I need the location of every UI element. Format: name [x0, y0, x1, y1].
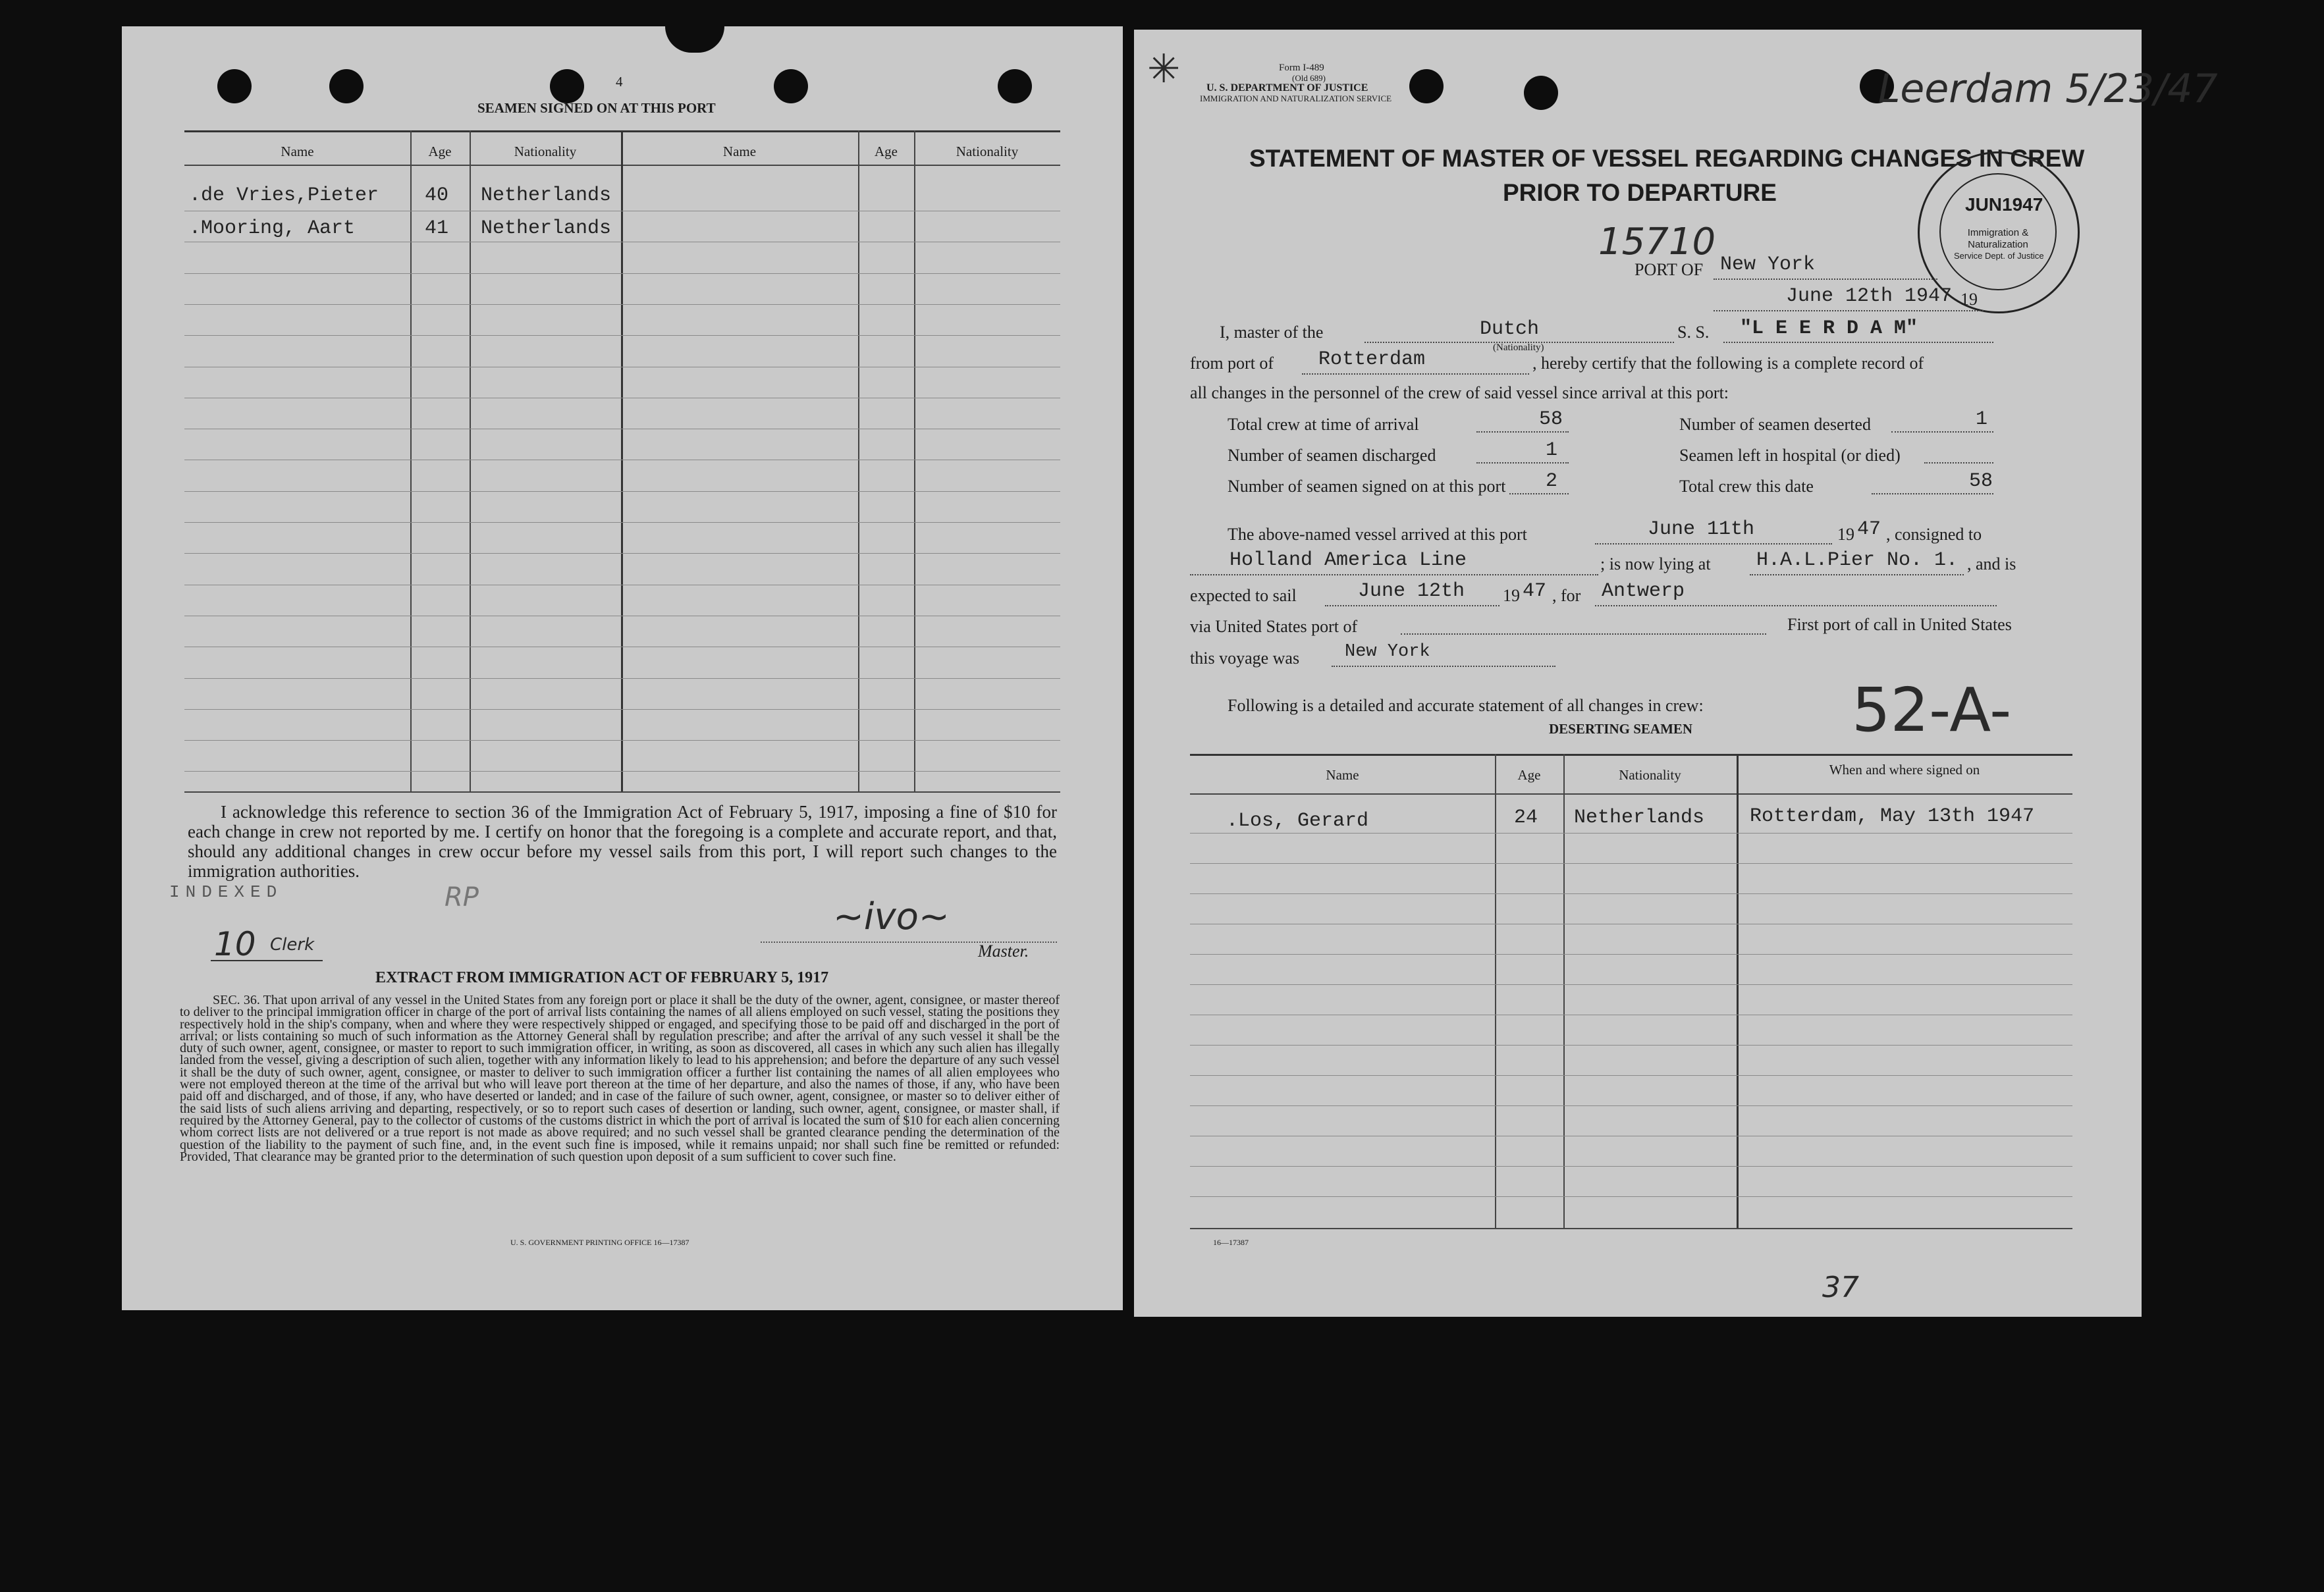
col-header-signed-on: When and where signed on — [1829, 762, 1980, 778]
fill-line — [1714, 310, 1984, 311]
stamp-line: Service Dept. of Justice — [1954, 251, 2044, 261]
table-bottom-rule — [184, 791, 1060, 793]
via-label: via United States port of — [1190, 617, 1358, 636]
handwritten-mark: 10 — [214, 925, 256, 963]
row-rule — [1190, 1075, 2072, 1076]
row-rule — [1190, 893, 2072, 894]
vessel-name: "L E E R D A M" — [1740, 317, 1918, 340]
fill-line — [1723, 342, 1993, 343]
col-header-name: Name — [281, 144, 314, 159]
col-header-nationality: Nationality — [1619, 767, 1681, 783]
nationality-caption: (Nationality) — [1493, 342, 1544, 353]
torn-edge — [665, 26, 724, 53]
date-value: June 12th 1947 — [1786, 285, 1953, 307]
left-page — [122, 26, 1123, 1310]
clerk-label: Clerk — [270, 935, 315, 955]
printer-line: U. S. GOVERNMENT PRINTING OFFICE 16—17387 — [510, 1238, 689, 1247]
sail-year: 47 — [1523, 580, 1547, 602]
pier-value: H.A.L.Pier No. 1. — [1756, 549, 1959, 571]
fill-line — [1476, 431, 1569, 433]
header-rule — [1190, 793, 2072, 795]
row-rule — [184, 678, 1060, 679]
punch-hole — [998, 69, 1032, 103]
stat-value: 58 — [1969, 470, 1993, 492]
fill-line — [1476, 462, 1569, 464]
stamp-line: Naturalization — [1968, 239, 2028, 250]
row-rule — [184, 304, 1060, 305]
table-top-rule — [1190, 754, 2072, 756]
row-rule — [1190, 984, 2072, 985]
extract-text: SEC. 36. That upon arrival of any vessel in the United States from any foreign port or place it shall be the duty of the owner, agent, consignee, or master thereof to deliver to the principal immigration officer in charge of the port of arrival lists containing the names of all aliens employed on such vessel, stating the positions they respectively hold in the ship's company, when and where they were respectively shipped or engaged, and specifying those to be paid off and discharged in the port of arrival; or lists containing so much of such information as the Attorney General shall by regulation prescribe; and after the arrival of any such vessel it shall be the duty of such owner, agent, consignee, or master to report to such immigration officer, in writing, as soon as discovered, all cases in which any such alien has illegally landed from the vessel, giving a description of such alien, together with any information likely to lead to his apprehension; and before the departure of any such vessel it shall be the duty of such owner, agent, consignee, or master to deliver to such immigration officer a further list containing the names of all alien employees who were not employed thereon at the time of the arrival but who will leave port thereon at the time of her departure, and also the names of those, if any, who have been paid off and discharged, and of those, if any, who have deserted or landed; and in case of the failure of such owner, agent, consignee, or master so to deliver either of the said lists of such aliens arriving and departing, respectively, or so to report such cases of desertion or landing, such owner, agent, consignee, or master shall, if required by the Attorney General, pay to the collector of customs of the customs district in which the port of arrival is located the sum of $10 for each alien concerning whom correct lists are not delivered or a true report is not made as above required; and no such vessel shall be granted clearance pending the determination of the question of the liability to the payment of such fine, and, in the event such fine is imposed, while it remains unpaid; nor shall such fine be remitted or refunded: Provided, That clearance may be granted prior to the determination of such question upon deposit of a sum sufficient to cover such fine. — [180, 993, 1060, 1164]
punch-hole — [1409, 69, 1444, 103]
table-bottom-rule — [1190, 1228, 2072, 1229]
form-id: Form I-489 — [1279, 63, 1324, 73]
and-is: , and is — [1967, 554, 2016, 573]
form-title: STATEMENT OF MASTER OF VESSEL REGARDING CHANGES IN CREW — [1249, 145, 2085, 172]
col-header-name: Name — [1326, 767, 1359, 783]
stat-label: Number of seamen signed on at this port — [1228, 477, 1506, 496]
form-old: (Old 689) — [1292, 73, 1326, 83]
fill-line — [1302, 373, 1529, 375]
stat-value: 1 — [1976, 408, 1988, 431]
page-number-hand: 37 — [1822, 1271, 1859, 1304]
clerk-line — [211, 960, 323, 961]
col-header-age: Age — [428, 144, 452, 159]
sail-date: June 12th — [1358, 580, 1465, 602]
arrived-year: 47 — [1857, 518, 1881, 541]
handwritten-code: 52-A- — [1852, 675, 2012, 745]
fill-line — [1924, 462, 1993, 464]
certify-text: , hereby certify that the following is a complete record of — [1532, 354, 1924, 373]
row-rule — [1190, 833, 2072, 834]
date-suffix: 19 — [1960, 290, 1978, 309]
footer-code: 16—17387 — [1213, 1238, 1249, 1247]
handwritten-number: 15710 — [1598, 221, 1716, 263]
deserter-signed-on: Rotterdam, May 13th 1947 — [1750, 805, 2035, 828]
service: IMMIGRATION AND NATURALIZATION SERVICE — [1200, 93, 1392, 103]
stat-value: 2 — [1546, 470, 1558, 492]
col-divider — [858, 130, 859, 791]
col-divider — [1737, 754, 1739, 1228]
row-rule — [184, 522, 1060, 523]
all-changes-text: all changes in the personnel of the crew of said vessel since arrival at this port: — [1190, 383, 1729, 402]
col-header-nationality: Nationality — [514, 144, 577, 159]
fill-line — [1332, 666, 1555, 667]
col-header-age: Age — [1517, 767, 1541, 783]
row-rule — [1190, 1105, 2072, 1106]
page-number: 4 — [616, 74, 623, 90]
following-text: Following is a detailed and accurate statement of all changes in crew: — [1228, 696, 1704, 715]
nationality-value: Dutch — [1480, 318, 1540, 340]
seaman-name: .de Vries,Pieter — [189, 184, 379, 207]
row-rule — [1190, 863, 2072, 864]
punch-hole — [329, 69, 364, 103]
deserter-nationality: Netherlands — [1574, 807, 1705, 829]
first-port-value: New York — [1345, 642, 1430, 662]
year-prefix: 19 — [1837, 525, 1854, 544]
initials: RP — [445, 882, 479, 913]
form-subtitle: PRIOR TO DEPARTURE — [1503, 179, 1777, 206]
year-prefix: 19 — [1503, 586, 1520, 605]
handwritten-corner: Leerdam 5/23/47 — [1878, 66, 2218, 112]
col-header-age: Age — [875, 144, 898, 159]
stat-value: 58 — [1539, 408, 1563, 431]
row-rule — [1190, 1045, 2072, 1046]
asterisk-mark: ✳ — [1147, 46, 1181, 92]
department: U. S. DEPARTMENT OF JUSTICE — [1206, 82, 1368, 93]
stamp-date: JUN1947 — [1965, 194, 2043, 215]
fill-line — [1190, 574, 1598, 575]
row-rule — [184, 491, 1060, 492]
seaman-age: 41 — [425, 217, 449, 240]
punch-hole — [1524, 76, 1558, 110]
consignee: Holland America Line — [1230, 549, 1467, 571]
row-rule — [184, 709, 1060, 710]
seaman-nationality: Netherlands — [481, 217, 612, 240]
first-port-label: First port of call in United States — [1787, 615, 2012, 634]
master-label: Master. — [978, 942, 1029, 961]
destination: Antwerp — [1602, 580, 1685, 602]
right-page — [1134, 30, 2218, 1317]
fill-line — [1714, 279, 1937, 280]
indexed-stamp: INDEXED — [169, 882, 283, 902]
deserter-name: .Los, Gerard — [1226, 810, 1369, 832]
lying-label: ; is now lying at — [1600, 554, 1711, 573]
extract-title: EXTRACT FROM IMMIGRATION ACT OF FEBRUARY 5, 1917 — [375, 969, 829, 986]
acknowledgement: I acknowledge this reference to section 36 of the Immigration Act of February 5, 1917, imposing a fine of $10 for each change in crew not reported by me. I certify on honor that the foregoing is a complete and accurate report, and that, should any additional changes in crew occur before my vessel sails from this port, I will report such changes to the immigration authorities. — [188, 802, 1057, 881]
stat-label: Total crew at time of arrival — [1228, 415, 1419, 434]
voyage-label: this voyage was — [1190, 649, 1300, 668]
from-port-label: from port of — [1190, 354, 1274, 373]
row-rule — [184, 740, 1060, 741]
row-rule — [184, 335, 1060, 336]
punch-hole — [550, 69, 584, 103]
col-divider — [1563, 754, 1565, 1228]
deserter-age: 24 — [1514, 807, 1538, 829]
fill-line — [1872, 493, 1993, 494]
stat-label: Seamen left in hospital (or died) — [1679, 446, 1901, 465]
row-rule — [1190, 1166, 2072, 1167]
seaman-nationality: Netherlands — [481, 184, 612, 207]
section-title: SEAMEN SIGNED ON AT THIS PORT — [477, 100, 716, 116]
stat-label: Number of seamen deserted — [1679, 415, 1871, 434]
arrived-value: June 11th — [1648, 518, 1755, 541]
row-rule — [184, 771, 1060, 772]
col-divider — [621, 130, 623, 791]
row-rule — [1190, 1196, 2072, 1197]
fill-line — [1595, 543, 1832, 544]
deserting-title: DESERTING SEAMEN — [1549, 721, 1693, 737]
row-rule — [184, 273, 1060, 274]
master-signature: ~ivo~ — [833, 895, 950, 938]
fill-line — [1509, 493, 1569, 494]
punch-hole — [774, 69, 808, 103]
master-prefix: I, master of the — [1220, 323, 1324, 342]
col-divider — [914, 130, 915, 791]
stat-label: Number of seamen discharged — [1228, 446, 1436, 465]
seaman-age: 40 — [425, 184, 449, 207]
fill-line — [1595, 605, 1997, 606]
fill-line — [1891, 431, 1993, 433]
row-rule — [1190, 954, 2072, 955]
stat-value: 1 — [1546, 439, 1558, 462]
from-port-value: Rotterdam — [1318, 348, 1426, 371]
ss-label: S. S. — [1677, 323, 1710, 342]
expected-label: expected to sail — [1190, 586, 1297, 605]
stamp-line: Immigration & — [1967, 227, 2029, 238]
fill-line — [1325, 605, 1500, 606]
punch-hole — [217, 69, 252, 103]
for-label: , for — [1552, 586, 1581, 605]
fill-line — [1750, 574, 1964, 575]
seaman-name: .Mooring, Aart — [189, 217, 356, 240]
col-header-nationality: Nationality — [956, 144, 1019, 159]
fill-line — [1401, 633, 1766, 635]
arrived-label: The above-named vessel arrived at this port — [1228, 525, 1527, 544]
port-label: PORT OF — [1635, 260, 1704, 279]
col-divider — [470, 130, 471, 791]
port-value: New York — [1720, 253, 1816, 276]
stat-label: Total crew this date — [1679, 477, 1814, 496]
consigned-label: , consigned to — [1886, 525, 1982, 544]
row-rule — [184, 553, 1060, 554]
col-divider — [1495, 754, 1496, 1228]
col-divider — [410, 130, 412, 791]
col-header-name: Name — [722, 144, 757, 159]
